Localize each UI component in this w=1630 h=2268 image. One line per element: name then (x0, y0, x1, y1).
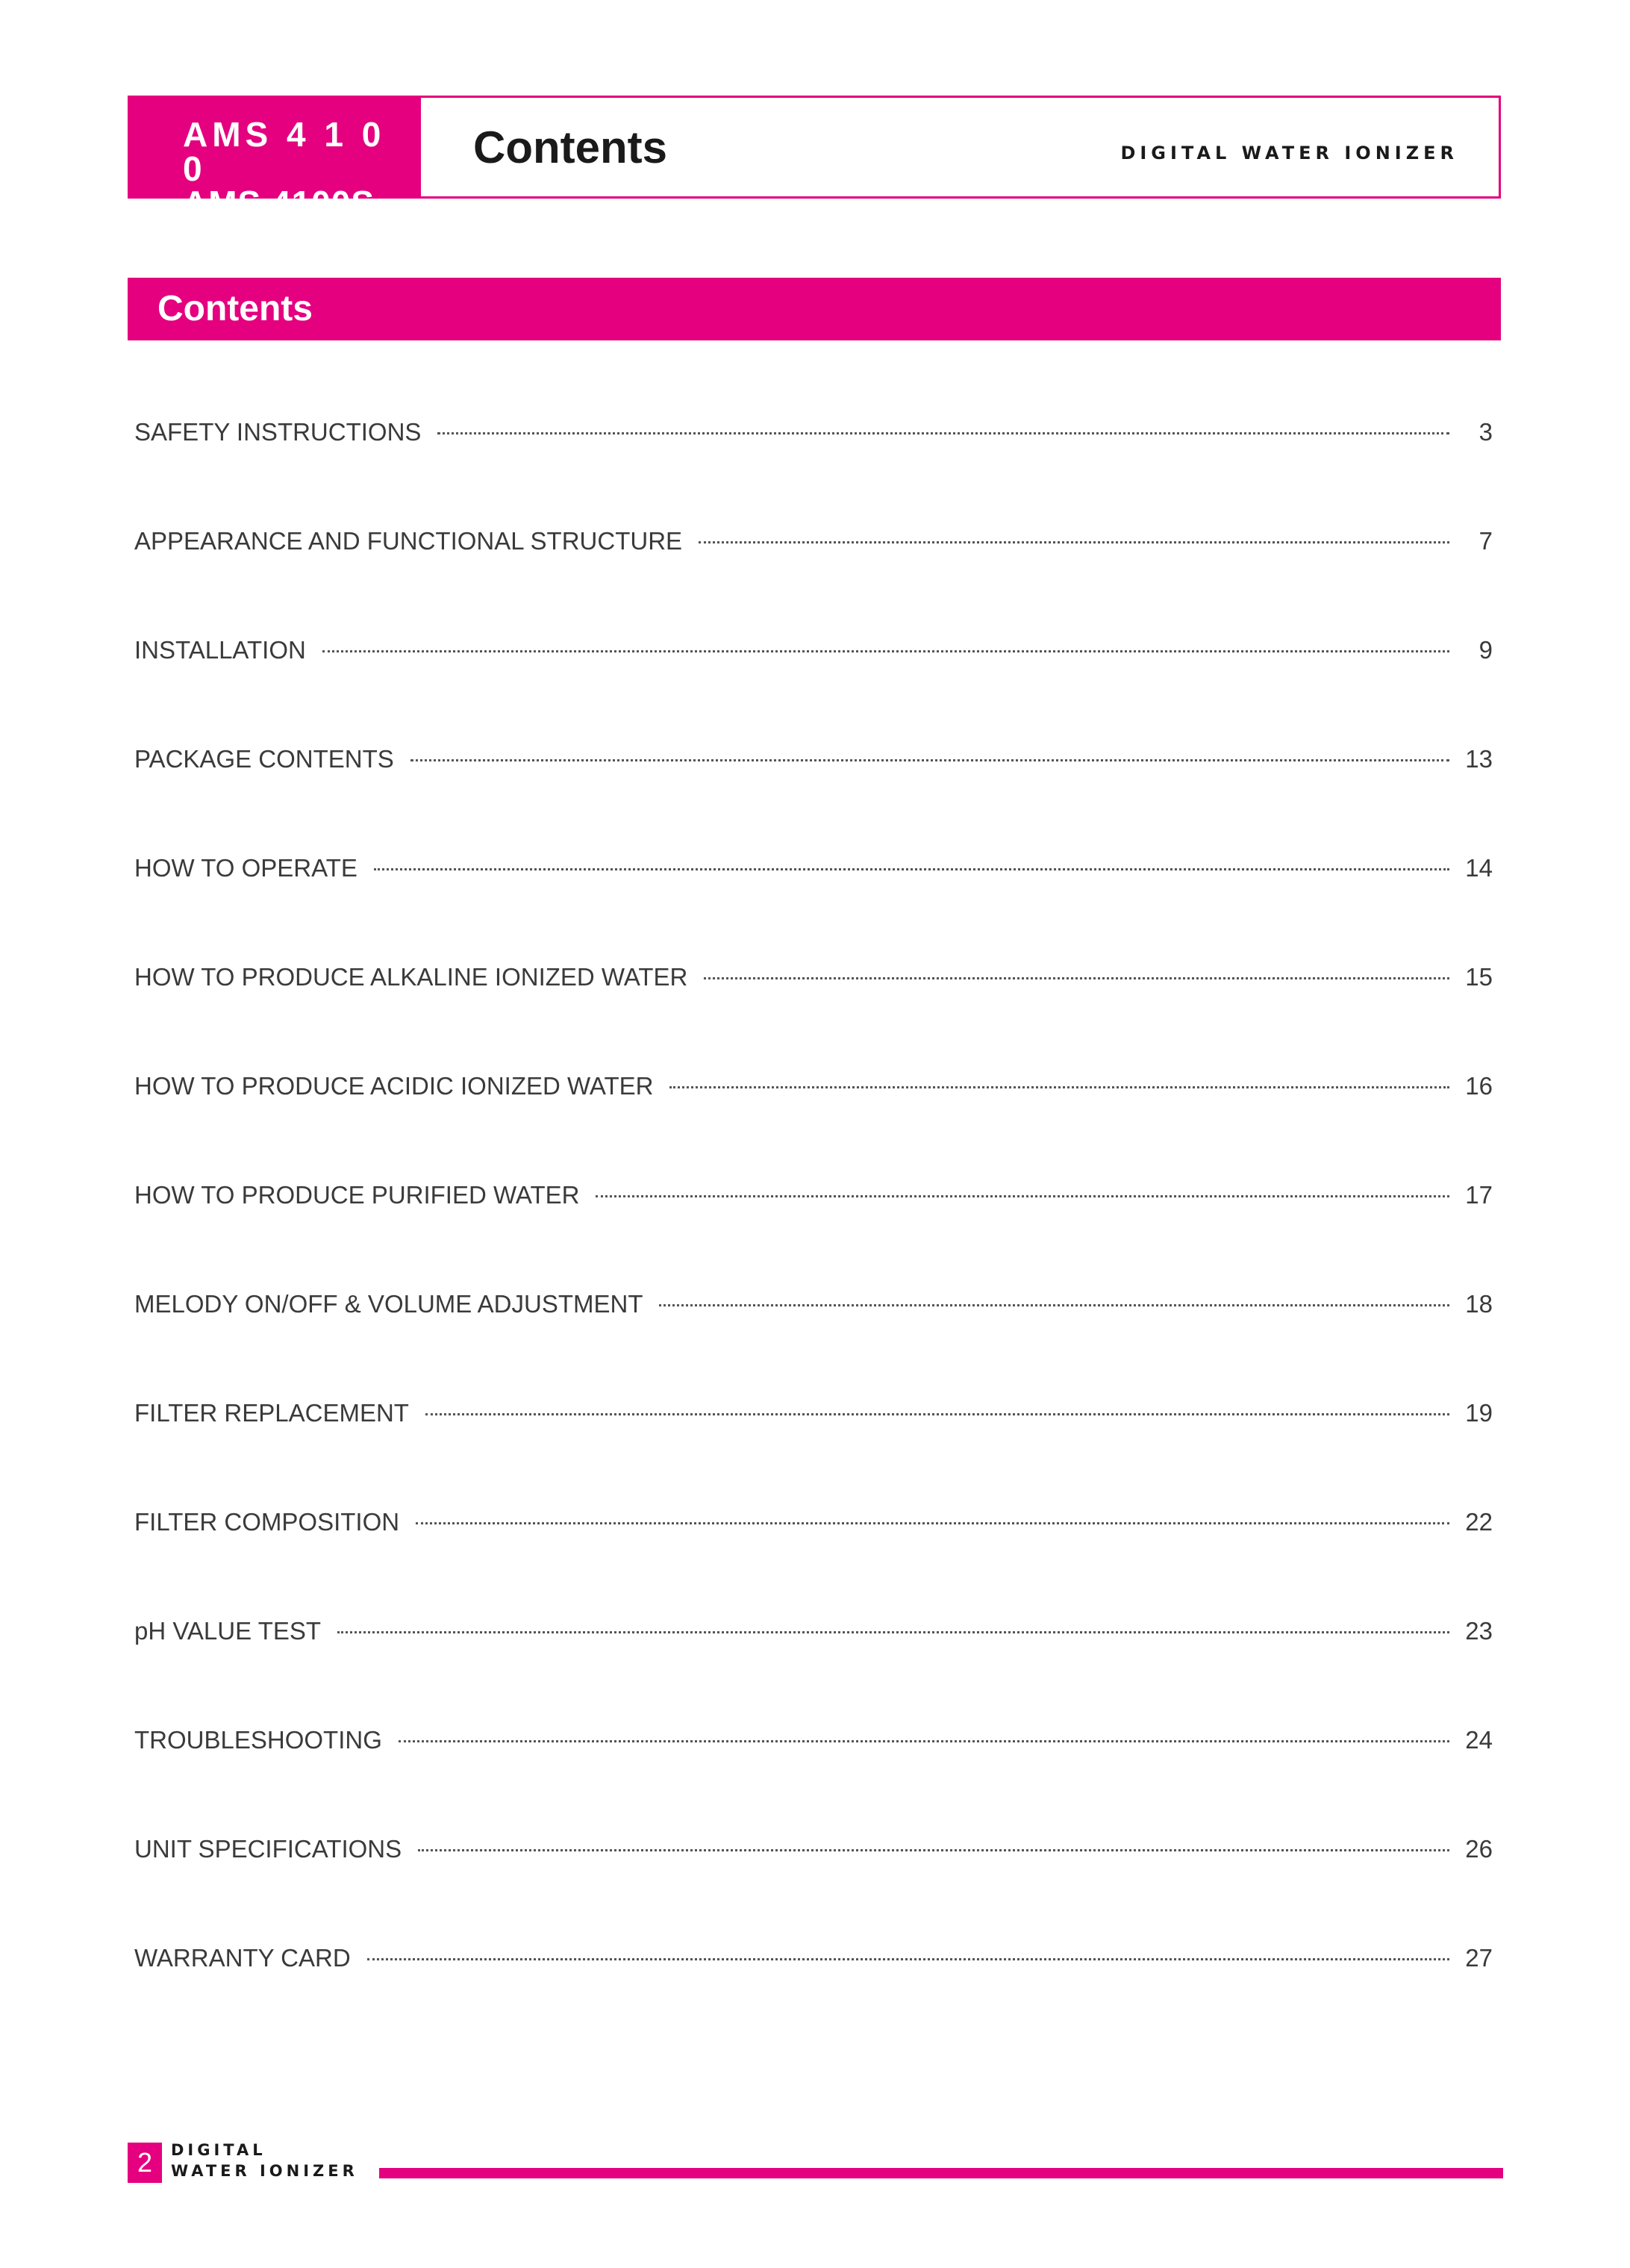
document-header (128, 96, 1501, 222)
model-name-secondary: AMS 4100S (183, 184, 375, 222)
toc-entry-label: WARRANTY CARD (134, 1944, 351, 1972)
toc-entry-label: FILTER COMPOSITION (134, 1508, 400, 1536)
toc-entry-page: 22 (1465, 1508, 1493, 1536)
toc-entry[interactable] (134, 854, 1493, 963)
toc-entry[interactable] (134, 1399, 1493, 1508)
toc-entry-page: 9 (1478, 636, 1493, 664)
model-badge (130, 98, 421, 222)
toc-dot-leader (410, 759, 1449, 761)
toc-entry[interactable] (134, 636, 1493, 745)
toc-dot-leader (418, 1849, 1449, 1851)
toc-entry-page: 3 (1478, 418, 1493, 446)
footer-brand (171, 2140, 358, 2181)
toc-entry-label: pH VALUE TEST (134, 1617, 322, 1645)
toc-entry[interactable] (134, 1617, 1493, 1726)
toc-dot-leader (704, 977, 1449, 979)
toc-entry-page: 7 (1478, 527, 1493, 555)
toc-entry-page: 17 (1465, 1181, 1493, 1209)
toc-entry-label: HOW TO PRODUCE PURIFIED WATER (134, 1181, 580, 1209)
toc-dot-leader (374, 868, 1449, 870)
toc-entry-label: INSTALLATION (134, 636, 306, 664)
footer-brand-line1: DIGITAL (171, 2141, 266, 2159)
page-number: 2 (128, 2143, 162, 2183)
toc-entry-label: HOW TO PRODUCE ALKALINE IONIZED WATER (134, 963, 688, 991)
toc-entry-page: 15 (1465, 963, 1493, 991)
toc-entry[interactable] (134, 745, 1493, 854)
toc-dot-leader (367, 1958, 1449, 1960)
table-of-contents (134, 418, 1493, 2053)
toc-dot-leader (659, 1304, 1449, 1306)
toc-entry-page: 23 (1465, 1617, 1493, 1645)
toc-entry-page: 18 (1465, 1290, 1493, 1318)
toc-entry[interactable] (134, 1726, 1493, 1835)
toc-dot-leader (596, 1195, 1449, 1197)
toc-dot-leader (699, 541, 1449, 543)
toc-entry[interactable] (134, 418, 1493, 527)
toc-entry-label: SAFETY INSTRUCTIONS (134, 418, 422, 446)
header-title: Contents (473, 122, 667, 172)
footer-brand-line2: WATER IONIZER (171, 2162, 358, 2180)
section-title-bar: Contents (128, 278, 1501, 340)
toc-dot-leader (337, 1631, 1449, 1633)
toc-dot-leader (425, 1413, 1449, 1415)
toc-entry-label: APPEARANCE AND FUNCTIONAL STRUCTURE (134, 527, 683, 555)
toc-entry[interactable] (134, 1508, 1493, 1617)
header-subtitle: DIGITAL WATER IONIZER (1120, 143, 1458, 163)
toc-entry-page: 24 (1465, 1726, 1493, 1754)
toc-entry[interactable] (134, 1944, 1493, 2053)
toc-entry-label: UNIT SPECIFICATIONS (134, 1835, 402, 1863)
toc-entry-label: TROUBLESHOOTING (134, 1726, 382, 1754)
toc-entry[interactable] (134, 1072, 1493, 1181)
model-name-primary: AMS 4 1 0 0 (183, 115, 386, 188)
toc-entry-page: 19 (1465, 1399, 1493, 1427)
toc-dot-leader (399, 1740, 1449, 1742)
toc-dot-leader (437, 432, 1449, 434)
toc-entry-label: PACKAGE CONTENTS (134, 745, 394, 773)
toc-entry-page: 13 (1465, 745, 1493, 773)
toc-entry-page: 16 (1465, 1072, 1493, 1100)
toc-dot-leader (322, 650, 1449, 652)
toc-entry-page: 26 (1465, 1835, 1493, 1863)
toc-entry-page: 14 (1465, 854, 1493, 882)
toc-dot-leader (416, 1522, 1449, 1524)
toc-entry-label: HOW TO OPERATE (134, 854, 357, 882)
toc-dot-leader (669, 1086, 1449, 1088)
toc-entry-label: HOW TO PRODUCE ACIDIC IONIZED WATER (134, 1072, 654, 1100)
toc-entry-label: FILTER REPLACEMENT (134, 1399, 409, 1427)
toc-entry[interactable] (134, 963, 1493, 1072)
toc-entry[interactable] (134, 1835, 1493, 1944)
toc-entry[interactable] (134, 527, 1493, 636)
toc-entry[interactable] (134, 1290, 1493, 1399)
toc-entry[interactable] (134, 1181, 1493, 1290)
footer-accent-line (379, 2168, 1503, 2178)
toc-entry-page: 27 (1465, 1944, 1493, 1972)
toc-entry-label: MELODY ON/OFF & VOLUME ADJUSTMENT (134, 1290, 643, 1318)
